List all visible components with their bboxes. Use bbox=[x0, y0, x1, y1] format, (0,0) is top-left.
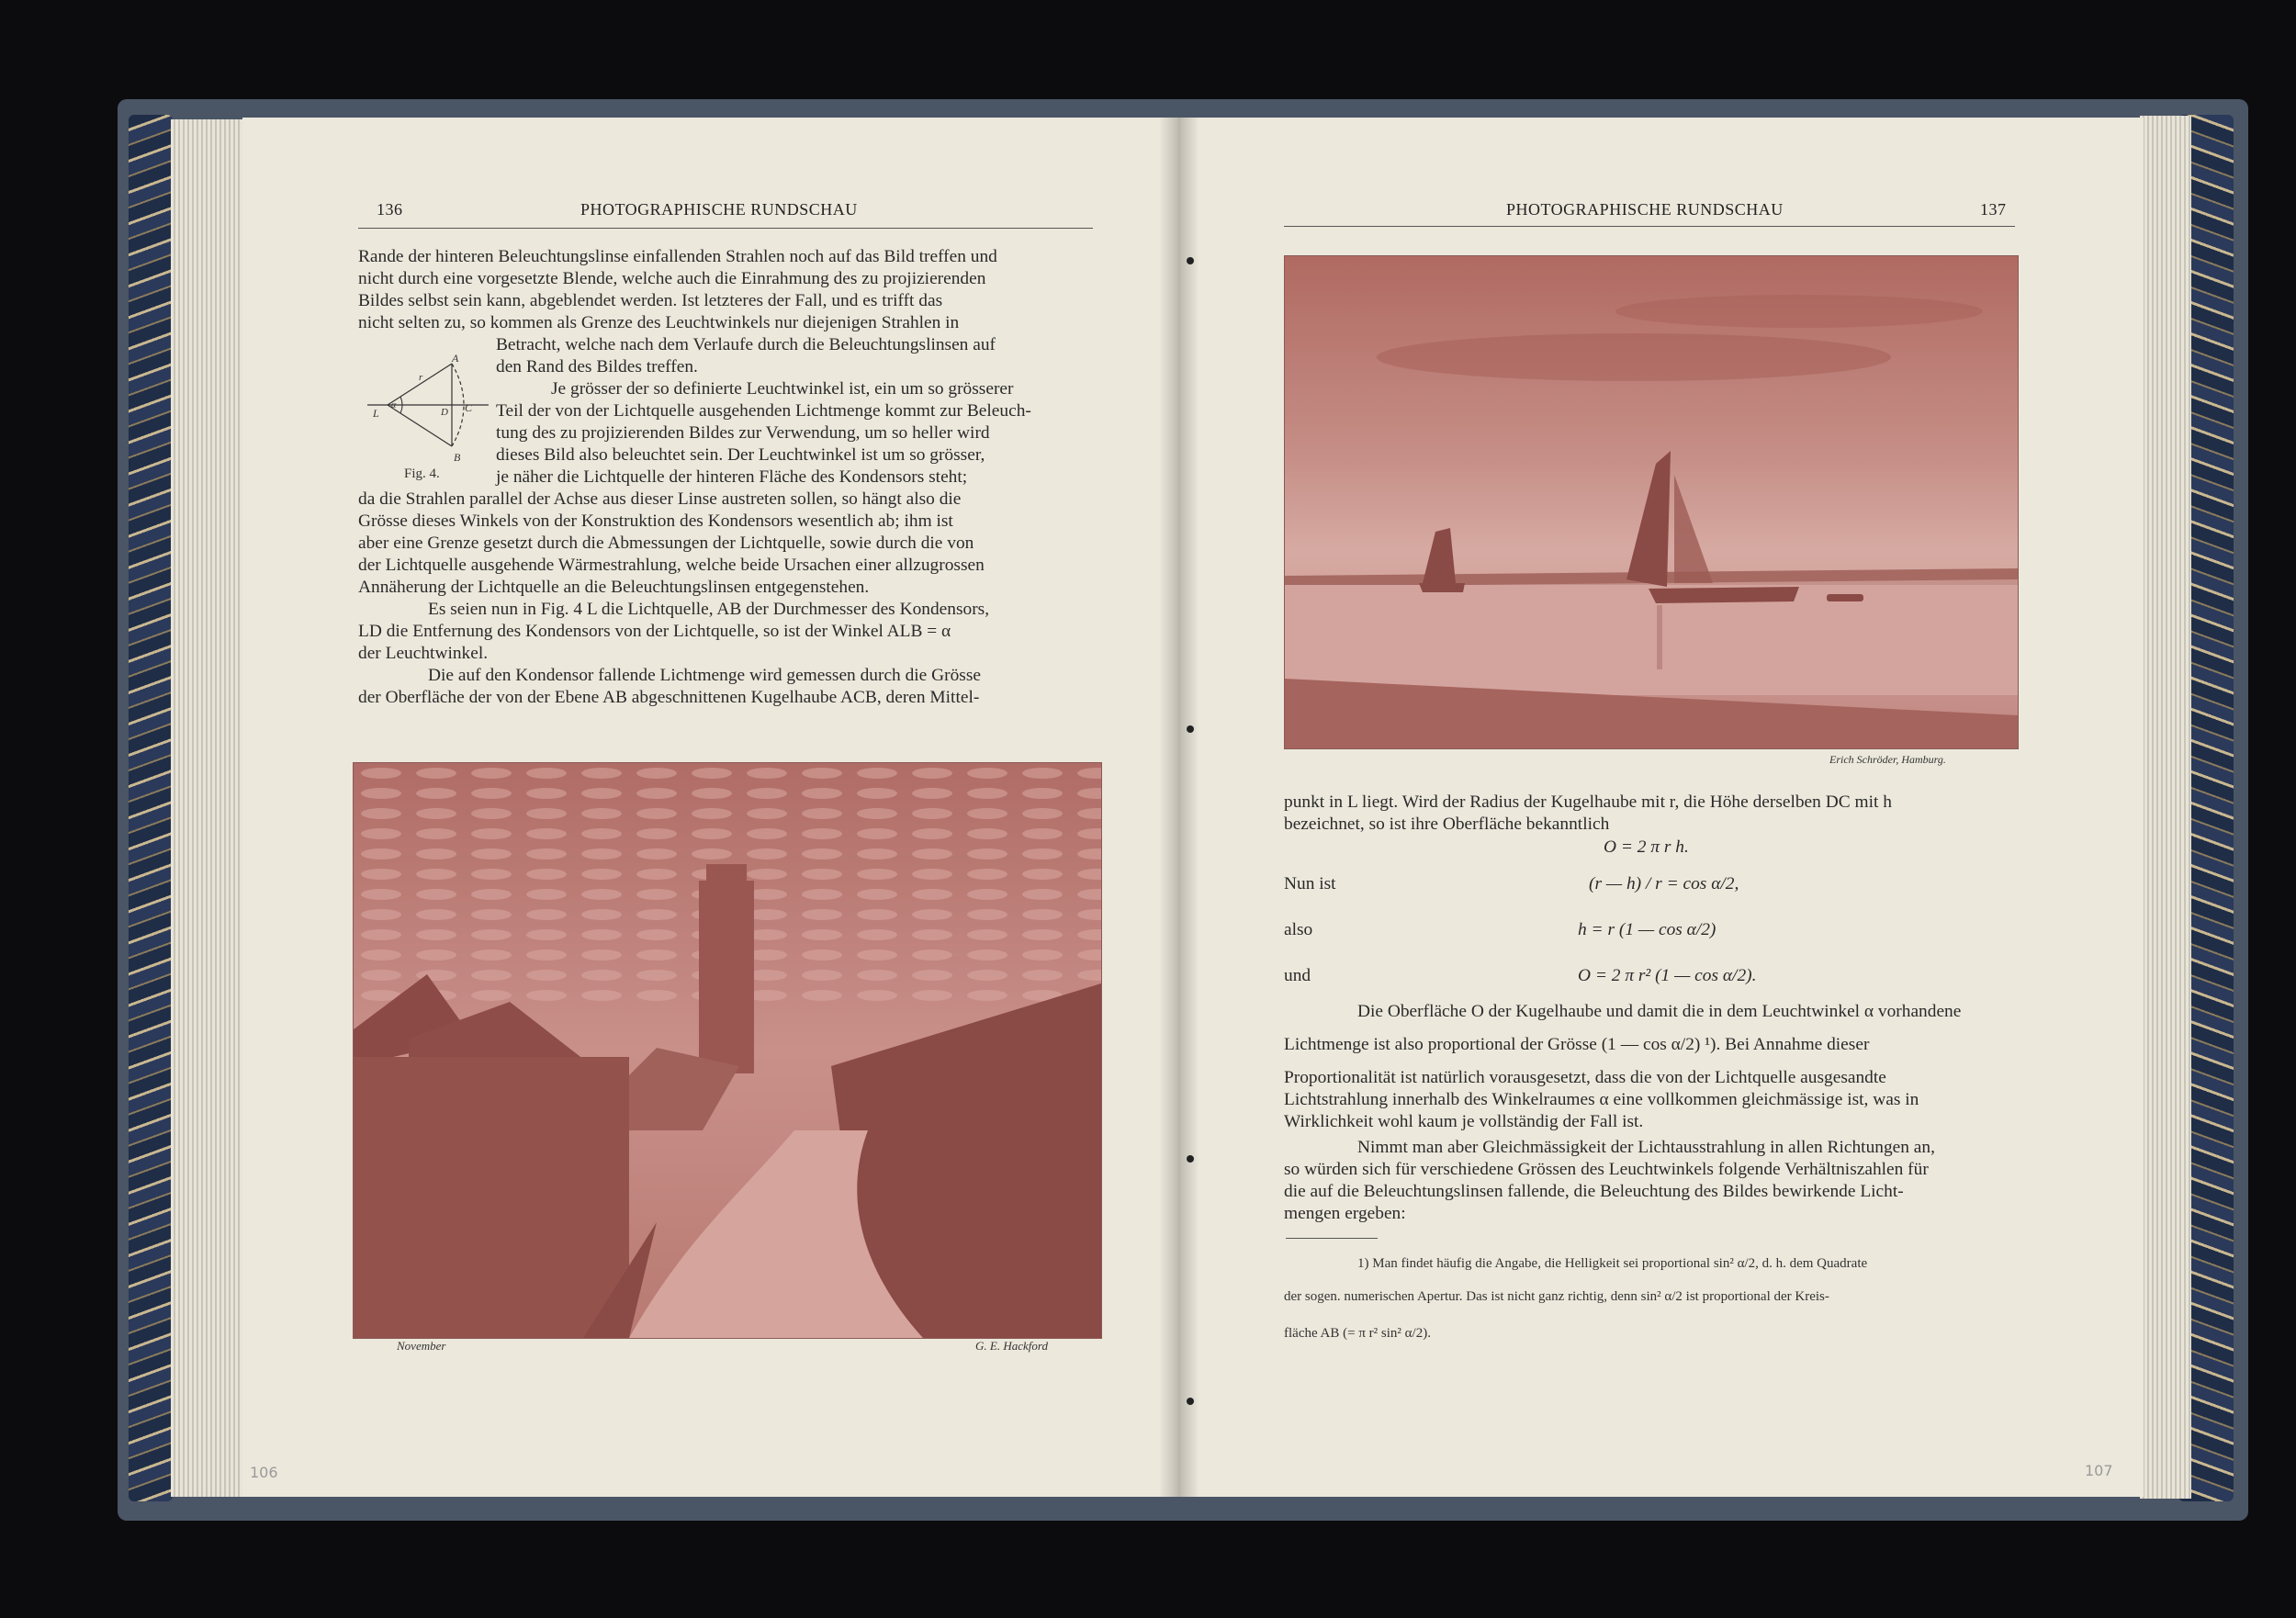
binding-hole bbox=[1187, 1155, 1194, 1163]
photo-sailboats bbox=[1284, 255, 2019, 749]
text-line: Je grösser der so definierte Leuchtwinkel ist, ein um so grösserer bbox=[551, 379, 1014, 399]
photo-caption-title: November bbox=[397, 1339, 446, 1353]
text-line: den Rand des Bildes treffen. bbox=[496, 357, 698, 376]
text-line: Teil der von der Lichtquelle ausgehenden Lichtmenge kommt zur Beleuch- bbox=[496, 401, 1031, 421]
label-also: also bbox=[1284, 920, 1313, 939]
text-line: tung des zu projizierenden Bildes zur Verwendung, um so heller wird bbox=[496, 423, 990, 443]
header-rule-left bbox=[358, 228, 1093, 229]
text-line: nicht durch eine vorgesetzte Blende, welche auch die Einrahmung des zu projizierenden bbox=[358, 269, 986, 288]
text-line: Lichtmenge ist also proportional der Grösse (1 — cos α/2) ¹). Bei Annahme dieser bbox=[1284, 1035, 1870, 1054]
page-edges-left bbox=[171, 119, 244, 1497]
figure-label: A bbox=[452, 354, 459, 365]
figure-label: r bbox=[419, 372, 423, 383]
text-line: Annäherung der Lichtquelle an die Beleuchtungslinsen entgegenstehen. bbox=[358, 578, 870, 597]
formula-surface: O = 2 π r h. bbox=[1604, 837, 1689, 857]
text-line: der Lichtquelle ausgehende Wärmestrahlung, welche beide Ursachen einer allzugrossen bbox=[358, 556, 985, 575]
text-line: Wirklichkeit wohl kaum je vollständig der Fall ist. bbox=[1284, 1112, 1644, 1131]
text-line: der Leuchtwinkel. bbox=[358, 644, 489, 663]
footnote-line: der sogen. numerischen Apertur. Das ist nicht ganz richtig, denn sin² α/2 ist proportional der Kreis- bbox=[1284, 1289, 1829, 1304]
binding-hole bbox=[1187, 725, 1194, 733]
figure-4-diagram bbox=[360, 354, 498, 465]
footnote-rule bbox=[1286, 1238, 1378, 1239]
formula-height: h = r (1 — cos α/2) bbox=[1578, 920, 1716, 939]
text-line: die auf die Beleuchtungslinsen fallende, die Beleuchtung des Bildes bewirkende Licht- bbox=[1284, 1182, 1904, 1201]
text-line: Es seien nun in Fig. 4 L die Lichtquelle, AB der Durchmesser des Kondensors, bbox=[428, 600, 990, 619]
text-line: Bildes selbst sein kann, abgeblendet werden. Ist letzteres der Fall, und es trifft das bbox=[358, 291, 943, 310]
footnote-line: fläche AB (= π r² sin² α/2). bbox=[1284, 1326, 1431, 1341]
pencil-folio-right: 107 bbox=[2085, 1462, 2113, 1479]
text-line: Die Oberfläche O der Kugelhaube und damit die in dem Leuchtwinkel α vorhandene bbox=[1357, 1002, 1962, 1021]
text-line: so würden sich für verschiedene Grössen des Leuchtwinkels folgende Verhältniszahlen für bbox=[1284, 1160, 1929, 1179]
text-line: Grösse dieses Winkels von der Konstruktion des Kondensors wesentlich ab; ihm ist bbox=[358, 511, 953, 531]
figure-4-caption: Fig. 4. bbox=[404, 466, 440, 481]
figure-label: L bbox=[373, 407, 379, 420]
book-gutter bbox=[1159, 118, 1199, 1497]
text-line: Proportionalität ist natürlich vorausgesetzt, dass die von der Lichtquelle ausgesandte bbox=[1284, 1068, 1886, 1087]
text-line: mengen ergeben: bbox=[1284, 1204, 1406, 1223]
figure-label: C bbox=[465, 401, 473, 414]
text-line: Rande der hinteren Beleuchtungslinse einfallenden Strahlen noch auf das Bild treffen und bbox=[358, 247, 997, 266]
text-line: da die Strahlen parallel der Achse aus dieser Linse austreten sollen, so hängt also die bbox=[358, 489, 962, 509]
binding-hole bbox=[1187, 1398, 1194, 1405]
text-line: bezeichnet, so ist ihre Oberfläche bekanntlich bbox=[1284, 815, 1610, 834]
figure-label: α bbox=[391, 400, 397, 410]
binding-hole bbox=[1187, 257, 1194, 264]
label-nun-ist: Nun ist bbox=[1284, 874, 1336, 893]
page-number-left: 136 bbox=[377, 200, 403, 219]
marbled-edge-left bbox=[129, 115, 173, 1501]
figure-label: B bbox=[454, 451, 461, 464]
figure-label: D bbox=[441, 407, 448, 418]
label-und: und bbox=[1284, 966, 1311, 985]
footnote-line: 1) Man findet häufig die Angabe, die Helligkeit sei proportional sin² α/2, d. h. dem Quadrate bbox=[1357, 1256, 1868, 1271]
page-number-right: 137 bbox=[1980, 200, 2007, 219]
running-head-right: PHOTOGRAPHISCHE RUNDSCHAU bbox=[1506, 200, 1784, 219]
running-head-left: PHOTOGRAPHISCHE RUNDSCHAU bbox=[580, 200, 858, 219]
text-line: nicht selten zu, so kommen als Grenze des Leuchtwinkels nur diejenigen Strahlen in bbox=[358, 313, 960, 332]
formula-cosine: (r — h) / r = cos α/2, bbox=[1589, 874, 1739, 893]
text-line: Betracht, welche nach dem Verlaufe durch die Beleuchtungslinsen auf bbox=[496, 335, 996, 354]
pencil-folio-left: 106 bbox=[250, 1464, 278, 1481]
header-rule-right bbox=[1284, 226, 2015, 227]
text-line: Lichtstrahlung innerhalb des Winkelraumes α eine vollkommen gleichmässige ist, was in bbox=[1284, 1090, 1919, 1109]
text-line: dieses Bild also beleuchtet sein. Der Leuchtwinkel ist um so grösser, bbox=[496, 445, 985, 465]
photo-caption-author-right: Erich Schröder, Hamburg. bbox=[1829, 753, 1946, 766]
text-line: aber eine Grenze gesetzt durch die Abmessungen der Lichtquelle, sowie durch die von bbox=[358, 534, 974, 553]
photo-november bbox=[353, 762, 1102, 1339]
text-line: der Oberfläche der von der Ebene AB abgeschnittenen Kugelhaube ACB, deren Mittel- bbox=[358, 688, 980, 707]
page-edges-right bbox=[2140, 116, 2191, 1499]
text-line: je näher die Lichtquelle der hinteren Fläche des Kondensors steht; bbox=[496, 467, 968, 487]
text-line: LD die Entfernung des Kondensors von der Lichtquelle, so ist der Winkel ALB = α bbox=[358, 622, 951, 641]
text-line: punkt in L liegt. Wird der Radius der Kugelhaube mit r, die Höhe derselben DC mit h bbox=[1284, 792, 1892, 812]
text-line: Nimmt man aber Gleichmässigkeit der Lichtausstrahlung in allen Richtungen an, bbox=[1357, 1138, 1935, 1157]
text-line: Die auf den Kondensor fallende Lichtmenge wird gemessen durch die Grösse bbox=[428, 666, 981, 685]
photo-caption-author: G. E. Hackford bbox=[975, 1339, 1048, 1353]
formula-surface-final: O = 2 π r² (1 — cos α/2). bbox=[1578, 966, 1757, 985]
